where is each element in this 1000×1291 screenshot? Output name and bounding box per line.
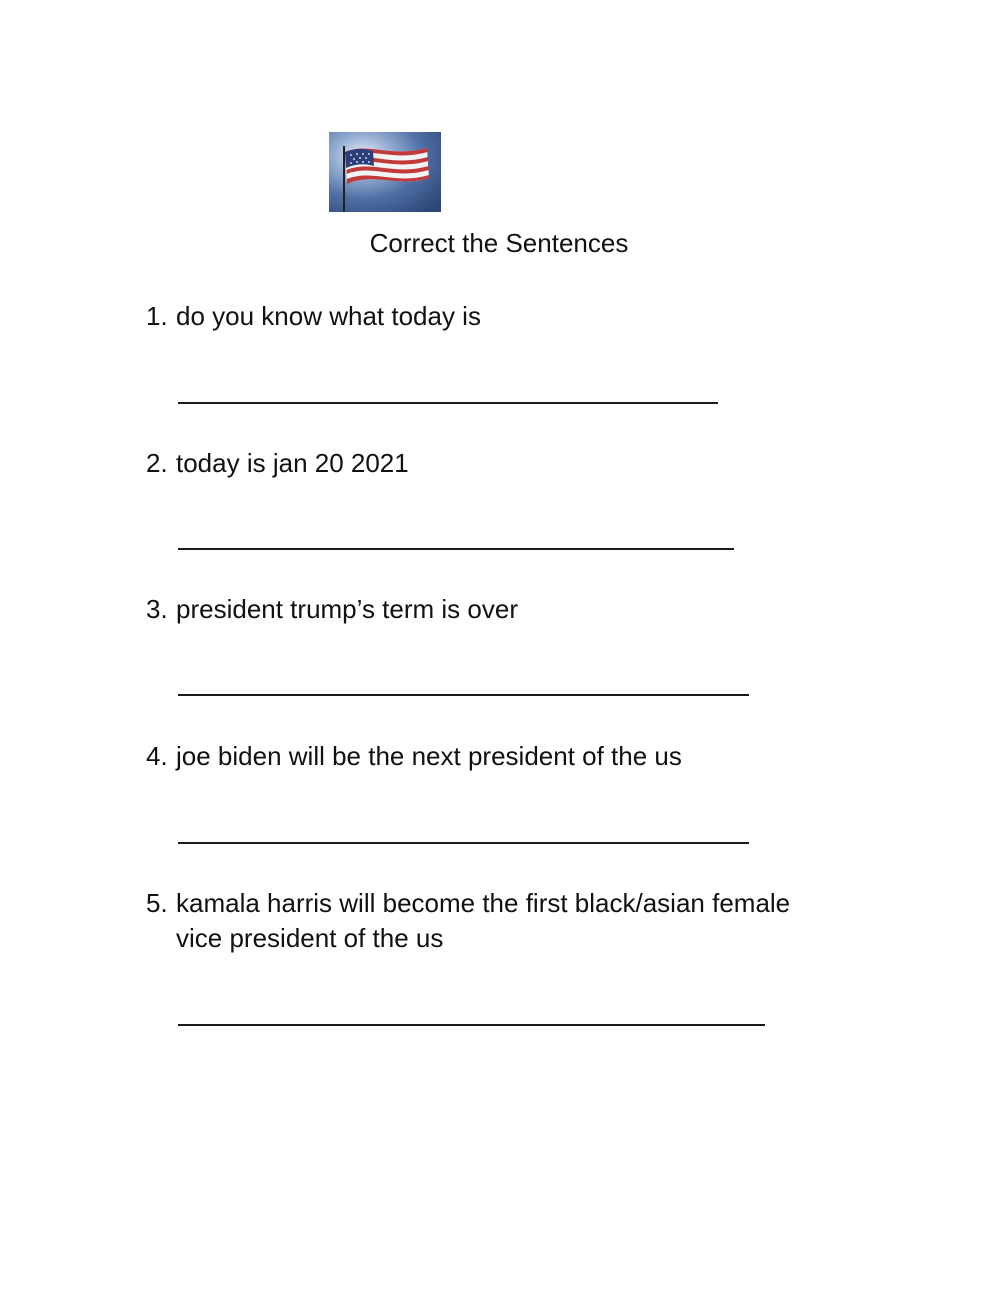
- sentence-item-1: [146, 299, 481, 334]
- answer-line-4[interactable]: [178, 842, 749, 844]
- answer-line-3[interactable]: [178, 694, 749, 696]
- item-sentence: [176, 886, 790, 956]
- item-number: 5.: [146, 888, 168, 918]
- answer-line-2[interactable]: [178, 548, 734, 550]
- answer-line-5[interactable]: [178, 1024, 765, 1026]
- american-flag-image: [329, 132, 441, 212]
- sentence-item-3: [146, 592, 518, 627]
- item-sentence: president trump’s term is over: [176, 594, 518, 624]
- item-number: 1.: [146, 301, 168, 331]
- sentence-item-5: [146, 886, 790, 956]
- item-sentence: do you know what today is: [176, 301, 481, 331]
- item-sentence: joe biden will be the next president of the us: [176, 741, 682, 771]
- worksheet-title: Correct the Sentences: [369, 228, 629, 258]
- sentence-item-4: [146, 739, 682, 774]
- item-sentence-line-1: kamala harris will become the first black/asian female: [176, 888, 791, 918]
- answer-line-1[interactable]: [178, 402, 718, 404]
- item-number: 2.: [146, 448, 168, 478]
- item-sentence-line-2: vice president of the us: [176, 923, 444, 953]
- item-number: 4.: [146, 741, 168, 771]
- item-number: 3.: [146, 594, 168, 624]
- item-sentence: today is jan 20 2021: [176, 448, 409, 478]
- sentence-item-2: [146, 446, 409, 481]
